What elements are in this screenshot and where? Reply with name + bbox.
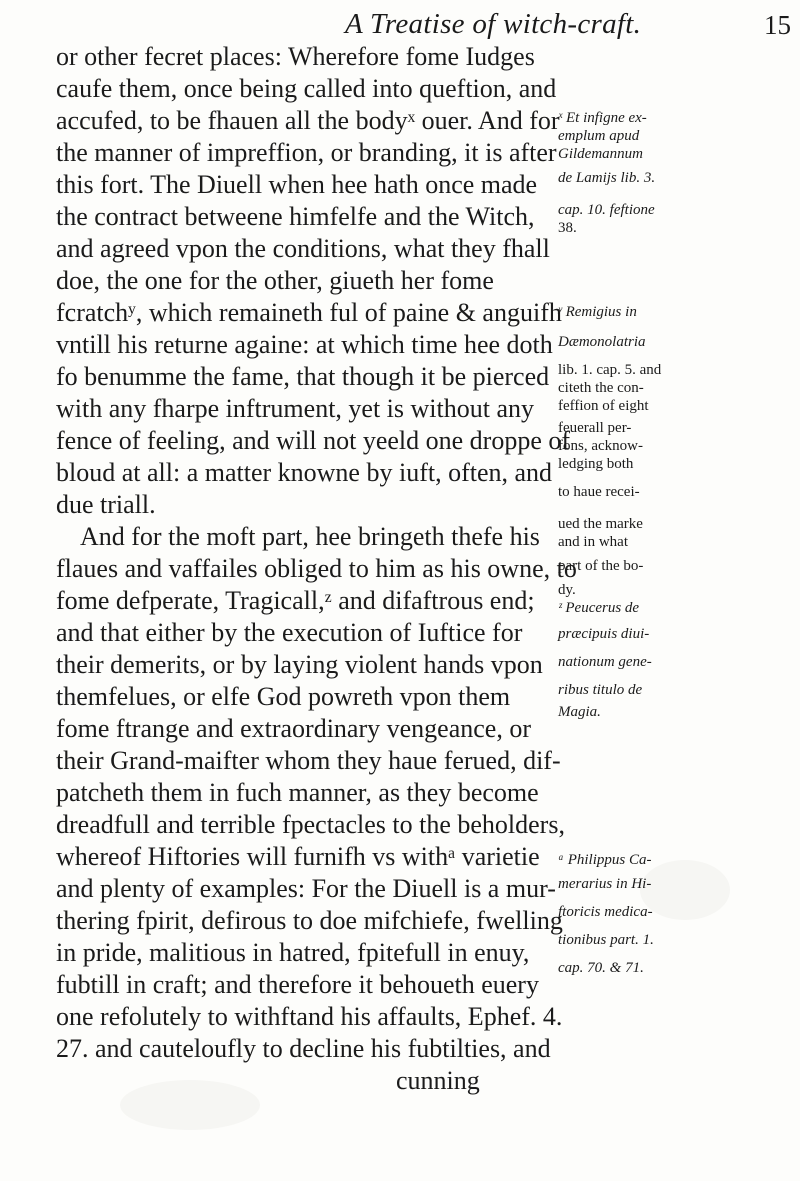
text-line: and that either by the execution of Iuftice for	[56, 618, 523, 647]
text-line: one refolutely to withftand his affaults, Ephef. 4.	[56, 1002, 563, 1031]
marginal-note-line: de Lamijs lib. 3.	[558, 170, 656, 186]
text-line: whereof Hiftories will furnifh vs withᵃ varietie	[56, 842, 540, 871]
marginal-note-line: feuerall per-	[558, 420, 632, 436]
marginal-note-line: and in what	[558, 534, 628, 550]
text-line: this fort. The Diuell when hee hath once made	[56, 170, 538, 199]
text-line: and agreed vpon the conditions, what they fhall	[56, 234, 550, 263]
marginal-note-line: to haue recei-	[558, 484, 640, 500]
marginal-note-line: cap. 10. feftione	[558, 202, 655, 218]
text-line: doe, the one for the other, giueth her fome	[56, 266, 494, 295]
text-line: in pride, malitious in hatred, fpitefull in enuy,	[56, 938, 530, 967]
marginal-note-line: Magia.	[558, 704, 601, 720]
running-title: A Treatise of witch-craft.	[345, 8, 642, 40]
text-line: flaues and vaffailes obliged to him as his owne, to	[56, 554, 577, 583]
marginal-note-line: ued the marke	[558, 516, 643, 532]
marginal-note-line: fons, acknow-	[558, 438, 643, 454]
text-line: their demerits, or by laying violent hands vpon	[56, 650, 543, 679]
text-line: with any fharpe inftrument, yet is without any	[56, 394, 535, 423]
marginal-note-line: tionibus part. 1.	[558, 932, 654, 948]
text-line: fence of feeling, and will not yeeld one droppe of	[56, 426, 571, 455]
text-line: fome defperate, Tragicall,ᶻ and difaftrous end;	[56, 586, 535, 615]
marginal-note-line: part of the bo-	[558, 558, 644, 574]
text-line: caufe them, once being called into queftion, and	[56, 74, 557, 103]
marginal-note-line: ᵃ Philippus Ca-	[558, 852, 652, 868]
text-line: accufed, to be fhauen all the bodyˣ ouer. And for	[56, 106, 560, 135]
marginal-note-line: ʸ Remigius in	[558, 304, 637, 320]
text-line: fcratchʸ, which remaineth ful of paine & anguifh	[56, 298, 562, 327]
text-line: and plenty of examples: For the Diuell is a mur-	[56, 874, 556, 903]
marginal-note-line: Dæmonolatria	[558, 334, 646, 350]
marginal-note-line: merarius in Hi-	[558, 876, 652, 892]
text-line: bloud at all: a matter knowne by iuft, often, and	[56, 458, 553, 487]
marginal-note-line: præcipuis diui-	[558, 626, 650, 642]
marginal-note-line: nationum gene-	[558, 654, 652, 670]
marginal-note-line: ribus titulo de	[558, 682, 643, 698]
marginal-note-line: lib. 1. cap. 5. and	[558, 362, 662, 378]
text-line: the manner of impreffion, or branding, it is after	[56, 138, 557, 167]
marginal-note-line: cap. 70. & 71.	[558, 960, 644, 976]
text-line: And for the moft part, hee bringeth thefe his	[80, 522, 540, 551]
marginal-note-line: emplum apud	[558, 128, 640, 144]
text-line: their Grand-maifter whom they haue ferued, dif-	[56, 746, 561, 775]
marginal-note-line: 38.	[558, 220, 577, 236]
text-line: fome ftrange and extraordinary vengeance, or	[56, 714, 531, 743]
text-line: dreadfull and terrible fpectacles to the beholders,	[56, 810, 565, 839]
text-line: vntill his returne againe: at which time hee doth	[56, 330, 553, 359]
text-line: themfelues, or elfe God powreth vpon them	[56, 682, 511, 711]
text-line: patcheth them in fuch manner, as they become	[56, 778, 539, 807]
text-line: fubtill in craft; and therefore it behoueth euery	[56, 970, 539, 999]
paper-stain	[640, 860, 730, 920]
text-line: 27. and cauteloufly to decline his fubtilties, and	[56, 1034, 551, 1063]
marginal-note-line: ledging both	[558, 456, 634, 472]
text-line: fo benumme the fame, that though it be pierced	[56, 362, 550, 391]
catchword: cunning	[396, 1066, 480, 1095]
marginal-note-line: Gildemannum	[558, 146, 643, 162]
paper-stain	[120, 1080, 260, 1130]
marginal-note-line: ˣ Et infigne ex-	[558, 110, 647, 126]
text-line: the contract betweene himfelfe and the Witch,	[56, 202, 535, 231]
text-line: thering fpirit, defirous to doe mifchiefe, fwelling	[56, 906, 563, 935]
page-number: 15	[764, 10, 791, 40]
marginal-note-line: dy.	[558, 582, 576, 598]
marginal-note-line: citeth the con-	[558, 380, 644, 396]
text-line: due triall.	[56, 490, 156, 519]
page-header	[60, 6, 800, 46]
text-line: or other fecret places: Wherefore fome Iudges	[56, 42, 535, 71]
marginal-note-line: ftoricis medica-	[558, 904, 653, 920]
marginal-note-line: feffion of eight	[558, 398, 649, 414]
marginal-note-line: ᶻ Peucerus de	[558, 600, 640, 616]
